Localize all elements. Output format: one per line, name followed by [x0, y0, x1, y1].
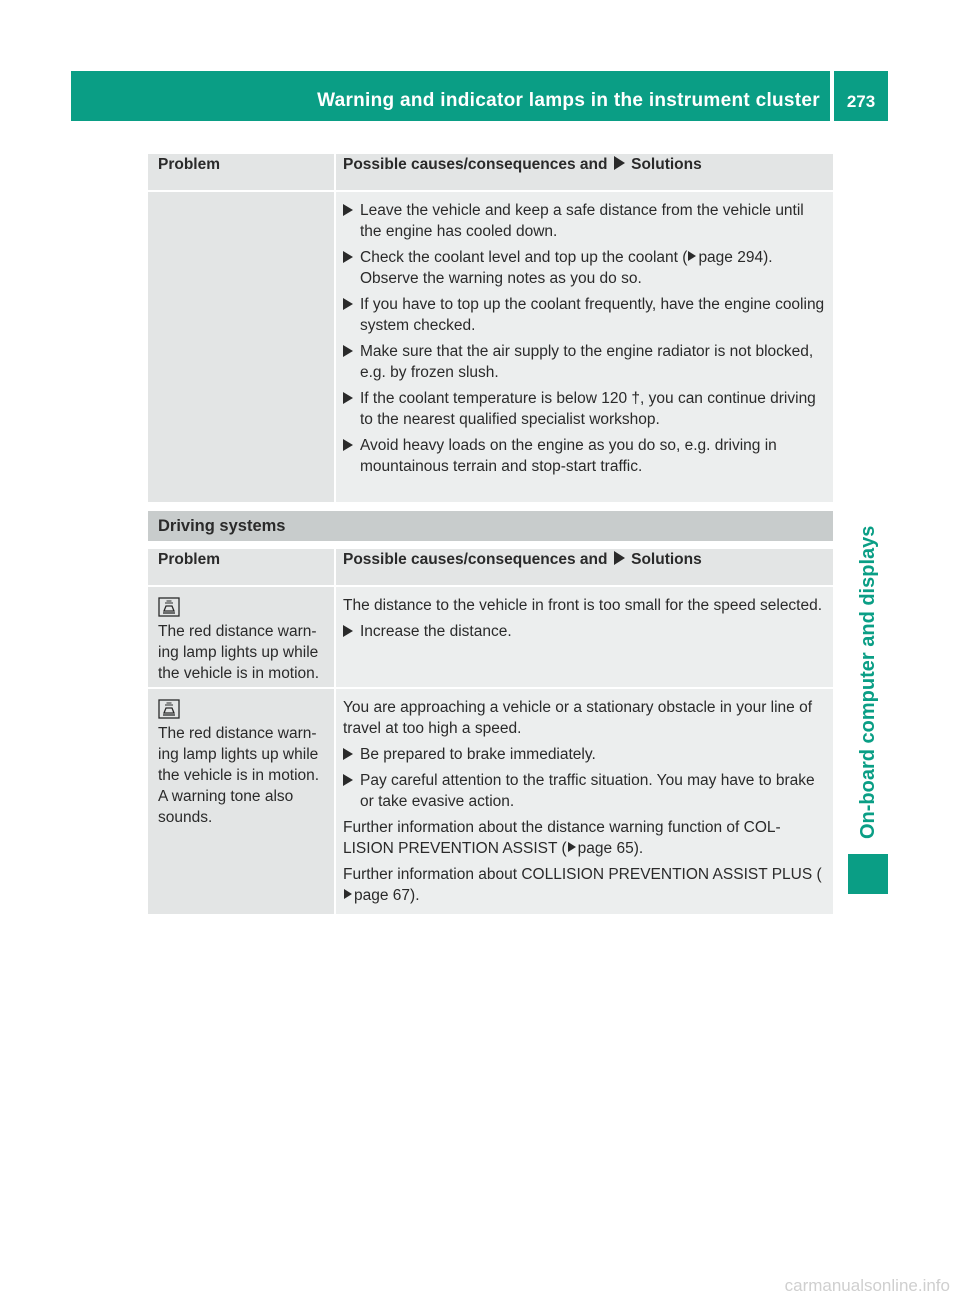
coolant-table [148, 154, 833, 502]
list-item [343, 770, 829, 812]
table-header-row [148, 549, 833, 587]
action-arrow-icon [614, 551, 625, 565]
list-item [343, 744, 829, 765]
page-reference-icon [344, 889, 352, 899]
side-tab-marker [848, 854, 888, 894]
page-reference-link[interactable]: page 294). [698, 249, 773, 266]
table-row [148, 687, 833, 914]
action-arrow-icon [614, 156, 625, 170]
action-arrow-icon [343, 392, 353, 404]
distance-warning-lamp-icon [158, 597, 180, 617]
further-info-text [343, 864, 829, 906]
table-row [148, 587, 833, 687]
col-header-solutions [336, 549, 833, 587]
further-info-label: Further information about the distance warning function of COL-LISION PREVENTION ASSIST ( [343, 819, 781, 857]
section-heading-bar [148, 511, 833, 541]
problem-cell [148, 687, 336, 914]
header-bar [71, 71, 830, 121]
step-text: Pay careful attention to the traffic situation. You may have to brake or take evasive action. [360, 772, 815, 810]
list-item [343, 621, 829, 642]
watermark: carmanualsonline.info [784, 1276, 950, 1295]
action-arrow-icon [343, 748, 353, 760]
page-reference-link[interactable]: page 67). [354, 887, 420, 904]
list-item [343, 294, 829, 336]
step-text: Make sure that the air supply to the engine radiator is not blocked, e.g. by frozen slush. [360, 343, 814, 381]
action-arrow-icon [343, 345, 353, 357]
solutions-cell [336, 687, 833, 914]
page-number-box [834, 71, 888, 121]
solutions-cell [336, 587, 833, 687]
action-arrow-icon [343, 439, 353, 451]
distance-warning-lamp-icon [158, 699, 180, 719]
step-text: Increase the distance. [360, 623, 512, 640]
col-header-solutions [336, 154, 833, 192]
problem-text: The red distance warn-ing lamp lights up while the vehicle is in motion. [158, 623, 320, 682]
step-text: Check the coolant level and top up the coolant ( [360, 249, 688, 266]
col-header-label: Possible causes/consequences and [343, 156, 608, 173]
list-item [343, 435, 829, 477]
page-reference-icon [568, 842, 576, 852]
problem-cell [148, 192, 336, 502]
step-text: Observe the warning notes as you do so. [360, 270, 642, 287]
action-arrow-icon [343, 774, 353, 786]
problem-text: The red distance warn-ing lamp lights up while the vehicle is in motion. A warning tone also sounds. [158, 725, 320, 826]
table-row [148, 192, 833, 502]
col-header-problem: Problem [148, 549, 336, 587]
table-header-row [148, 154, 833, 192]
step-text: Avoid heavy loads on the engine as you do so, e.g. driving in mountainous terrain and stop-start traffic. [360, 437, 777, 475]
cause-text: You are approaching a vehicle or a stationary obstacle in your line of travel at too high a speed. [343, 699, 813, 737]
col-header-label-solutions: Solutions [631, 551, 702, 568]
list-item [343, 247, 829, 289]
list-item [343, 388, 829, 430]
side-tab [848, 160, 888, 840]
section-title: Driving systems [158, 517, 286, 535]
list-item [343, 341, 829, 383]
page-title: Warning and indicator lamps in the instrument cluster [317, 90, 820, 111]
col-header-label: Possible causes/consequences and [343, 551, 608, 568]
further-info-text [343, 817, 829, 859]
col-header-label-solutions: Solutions [631, 156, 702, 173]
solutions-cell [336, 192, 833, 502]
cause-text: The distance to the vehicle in front is too small for the speed selected. [343, 597, 823, 614]
step-text: Be prepared to brake immediately. [360, 746, 596, 763]
action-arrow-icon [343, 251, 353, 263]
step-text: Leave the vehicle and keep a safe distance from the vehicle until the engine has cooled down. [360, 202, 804, 240]
col-header-problem: Problem [148, 154, 336, 192]
list-item [343, 200, 829, 242]
action-arrow-icon [343, 625, 353, 637]
side-tab-label: On-board computer and displays [857, 525, 879, 839]
further-info-label: Further information about COLLISION PREVENTION ASSIST PLUS ( [343, 866, 822, 883]
action-arrow-icon [343, 298, 353, 310]
step-text: If you have to top up the coolant frequently, have the engine cooling system checked. [360, 296, 825, 334]
page-number: 273 [846, 92, 876, 111]
action-arrow-icon [343, 204, 353, 216]
page-reference-icon [688, 251, 696, 261]
driving-systems-table [148, 549, 833, 914]
step-text: If the coolant temperature is below 120 †, you can continue driving to the nearest qualified specialist workshop. [360, 390, 816, 428]
problem-cell [148, 587, 336, 687]
page-reference-link[interactable]: page 65). [577, 840, 644, 857]
